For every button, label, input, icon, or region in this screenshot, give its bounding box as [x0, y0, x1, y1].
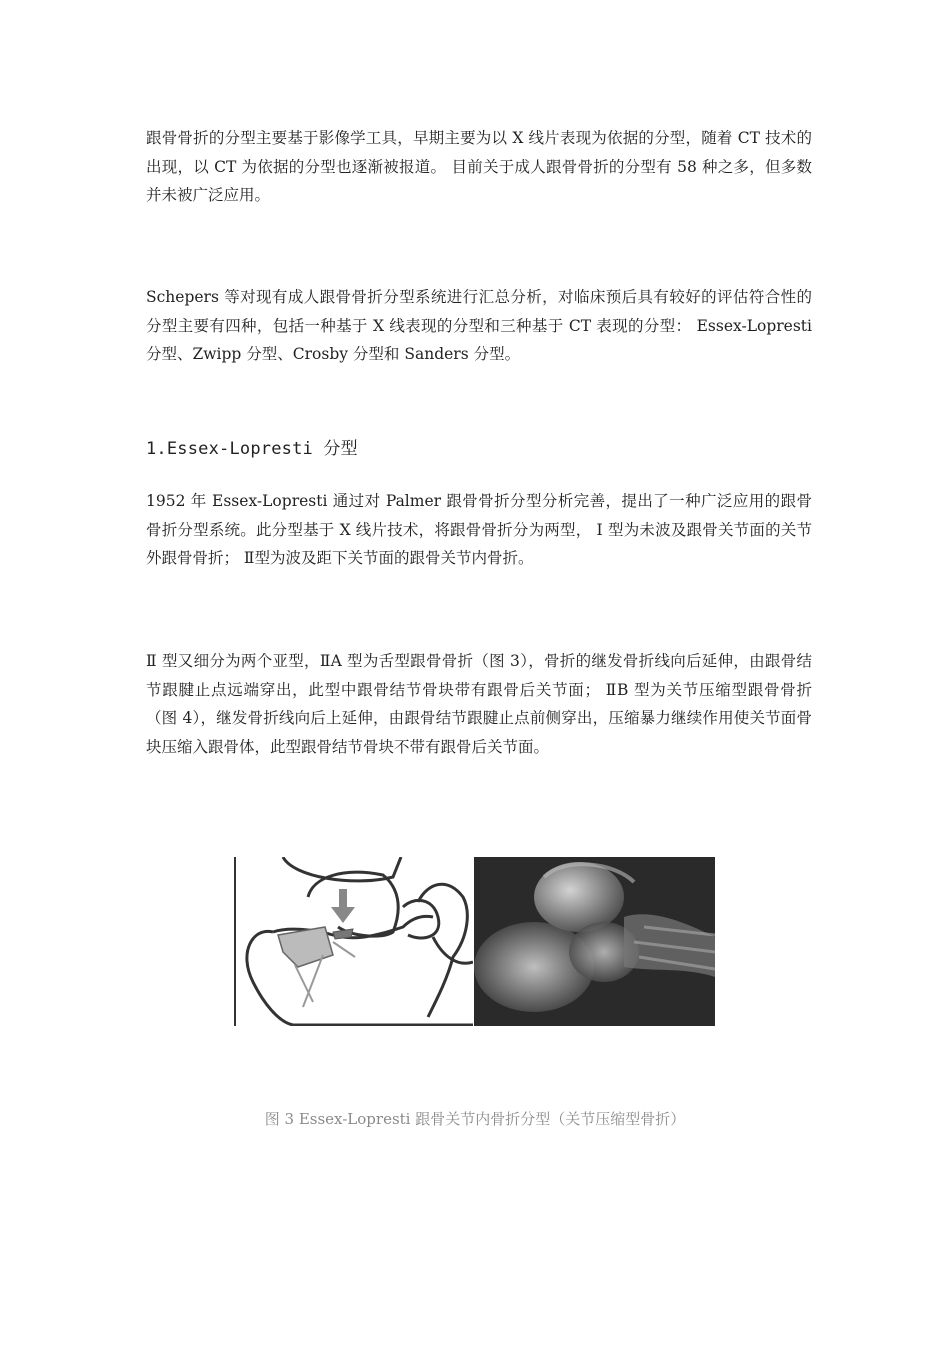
paragraph-classification-intro: 跟骨骨折的分型主要基于影像学工具，早期主要为以 X 线片表现为依据的分型，随着 CT 技术的出现，以 CT 为依据的分型也逐渐被报道。 目前关于成人跟骨骨折的分型有 58 种之多，但多数并未被广泛应用。 — [146, 129, 812, 204]
xray-icon — [474, 857, 715, 1026]
paragraph-schepers-summary: Schepers 等对现有成人跟骨骨折分型系统进行汇总分析，对临床预后具有较好的评估符合性的分型主要有四种，包括一种基于 X 线表现的分型和三种基于 CT 表现的分型： Essex-Lopresti 分型、Zwipp 分型、Crosby 分型和 Sanders 分型。 — [146, 288, 812, 363]
figure-3-caption: 图 3 Essex-Lopresti 跟骨关节内骨折分型（关节压缩型骨折） — [264, 1110, 686, 1128]
figure-3 — [233, 857, 715, 1026]
section-heading-essex-lopresti: 1.Essex-Lopresti 分型 — [146, 439, 358, 459]
calcaneus-diagram-icon — [233, 857, 473, 1026]
paragraph-type-ii-subtypes: Ⅱ 型又细分为两个亚型，ⅡA 型为舌型跟骨骨折（图 3），骨折的继发骨折线向后延伸，由跟骨结节跟腱止点远端穿出，此型中跟骨结节骨块带有跟骨后关节面； ⅡB 型为关节压缩型跟骨骨折（图 4），继发骨折线向后上延伸，由跟骨结节跟腱止点前侧穿出，压缩暴力继续作用使关节面骨块压缩入跟骨体，此型跟骨结节骨块不带有跟骨后关节面。 — [146, 652, 812, 756]
figure-3-line-drawing — [233, 857, 473, 1026]
paragraph-essex-lopresti-1952: 1952 年 Essex-Lopresti 通过对 Palmer 跟骨骨折分型分析完善，提出了一种广泛应用的跟骨骨折分型系统。此分型基于 X 线片技术，将跟骨骨折分为两型， Ⅰ 型为未波及跟骨关节面的关节外跟骨骨折； Ⅱ型为波及距下关节面的跟骨关节内骨折。 — [146, 492, 812, 567]
figure-3-xray-image — [474, 857, 715, 1026]
